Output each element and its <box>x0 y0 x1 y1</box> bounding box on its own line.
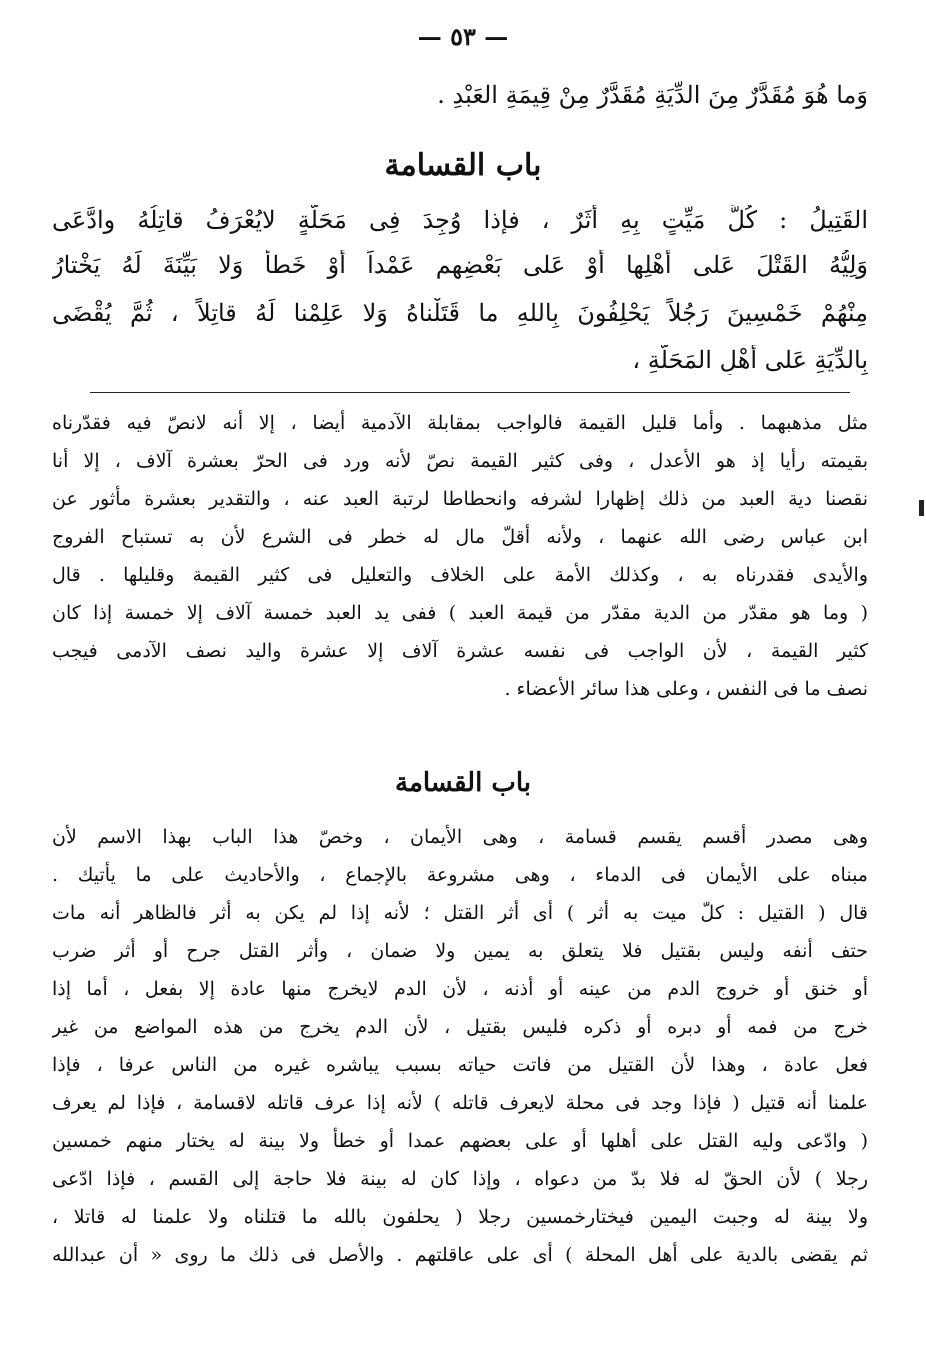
commentary-line: والأيدى فقدرناه به ، وكذلك الأمة على الخلاف والتعليل فى كثير القيمة وقليلها . قال <box>52 564 868 586</box>
commentary-line: ابن عباس رضى الله عنهما ، ولأنه أقلّ مال له خطر فى الشرع لأن به تستباح الفروج <box>52 526 868 548</box>
commentary-line: قال ( القتيل : كلّ ميت به أثر ) أى أثر القتل ؛ لأنه إذا لم يكن به أثر فالظاهر أنه مات <box>52 902 868 924</box>
commentary-line: مثل مذهبهما . وأما قليل القيمة فالواجب بمقابلة الآدمية أيضا ، إلا أنه لانصّ فيه فقدّرناه <box>52 412 868 434</box>
commentary-line: ولا بينة له وجبت اليمين فيختارخمسين رجلا ( يحلفون بالله ما قتلناه ولا علمنا له قاتلا ، <box>52 1206 868 1228</box>
commentary-line: علمنا أنه قتيل ( فإذا وجد فى محلة لايعرف قاتله ) لأنه إذا عرف قاتله لاقسامة ، فإذا لم يعرف <box>52 1092 868 1114</box>
footnote-separator <box>90 392 850 393</box>
commentary-line: أو خنق أو خروج الدم من عينه أو أذنه ، لأن الدم لايخرج منها عادة إلا بفعل ، أما إذا <box>52 978 868 1000</box>
chapter-heading-matn: باب القسامة <box>384 148 542 183</box>
commentary-line: ثم يقضى بالدية على أهل المحلة ) أى على عاقلتهم . والأصل فى ذلك ما روى « أن عبدالله <box>52 1244 868 1266</box>
commentary-line: بقيمته رأيا إذ هو الأعدل ، وفى كثير القيمة نصّ لأنه ورد فى الحرّ بعشرة آلاف ، إلا أنا <box>52 450 868 472</box>
commentary-line: نصف ما فى النفس ، وعلى هذا سائر الأعضاء . <box>504 678 868 700</box>
commentary-line: رجلا ) لأن الحقّ له فلا بدّ من دعواه ، وإذا كان له بينة فلا حاجة إلى القسم ، فإذا ادّعى <box>52 1168 868 1190</box>
commentary-line: كثير القيمة ، لأن الواجب فى نفسه عشرة آلاف إلا عشرة واليد نصف الآدمى فيجب <box>52 640 868 662</box>
commentary-line: حتف أنفه وليس بقتيل فلا يتعلق به يمين ولا ضمان ، وأثر القتل جرح أو أثر ضرب <box>52 940 868 962</box>
matn-line: مِنْهُمْ خَمْسِينَ رَجُلاً يَحْلِفُونَ بِاللهِ ما قَتَلْناهُ وَلا عَلِمْنا لَهُ قاتِلاً ، ثُمَّ يُقْضَى <box>52 299 868 327</box>
scan-edge-mark <box>919 500 924 516</box>
commentary-line: ( وما هو مقدّر من الدية مقدّر من قيمة العبد ) ففى يد العبد خمسة آلاف إلا خمسة إذا كان <box>52 602 868 624</box>
matn-line: القَتِيلُ : كُلُّ مَيِّتٍ بِهِ أَثَرٌ ، فإذا وُجِدَ فِى مَحَلَّةٍ لايُعْرَفُ قاتِلُهُ وادَّعَى <box>52 206 868 234</box>
commentary-line: وهى مصدر أقسم يقسم قسامة ، وهى الأيمان ، وخصّ هذا الباب بهذا الاسم لأن <box>52 826 868 848</box>
matn-line: وَلِيُّهُ القَتْلَ عَلى أَهْلِها أَوْ عَلى بَعْضِهِم عَمْداً أَوْ خَطأً وَلا بَيِّنَةَ لَهُ يَخْتارُ <box>52 251 868 279</box>
opening-line: وَما هُوَ مُقَدَّرٌ مِنَ الدِّيَةِ مُقَدَّرٌ مِنْ قِيمَةِ العَبْدِ . <box>437 81 868 109</box>
commentary-line: نقصنا دية العبد من ذلك إظهارا لشرفه وانحطاطا لرتبة العبد عنه ، والتقدير بعشرة مأثور عن <box>52 488 868 510</box>
commentary-line: خرج من فمه أو دبره أو ذكره فليس بقتيل ، لأن الدم يخرج من هذه المواضع من غير <box>52 1016 868 1038</box>
commentary-line: ( وادّعى وليه القتل على أهلها أو على بعضهم عمدا أو خطأ ولا بينة له يختار منهم خمسين <box>52 1130 868 1152</box>
page-number: — ٥٣ — <box>417 22 509 51</box>
matn-line: بِالدِّيَةِ عَلى أَهْلِ المَحَلَّةِ ، <box>632 346 868 374</box>
commentary-line: فعل عادة ، وهذا لأن القتيل من فاتت حياته بسبب يباشره غيره من الناس عرفا ، فإذا <box>52 1054 868 1076</box>
commentary-line: مبناه على الأيمان فى الدماء ، وهى مشروعة بالإجماع ، والأحاديث على ما يأتيك . <box>52 864 868 886</box>
chapter-heading-commentary: باب القسامة <box>395 768 531 798</box>
